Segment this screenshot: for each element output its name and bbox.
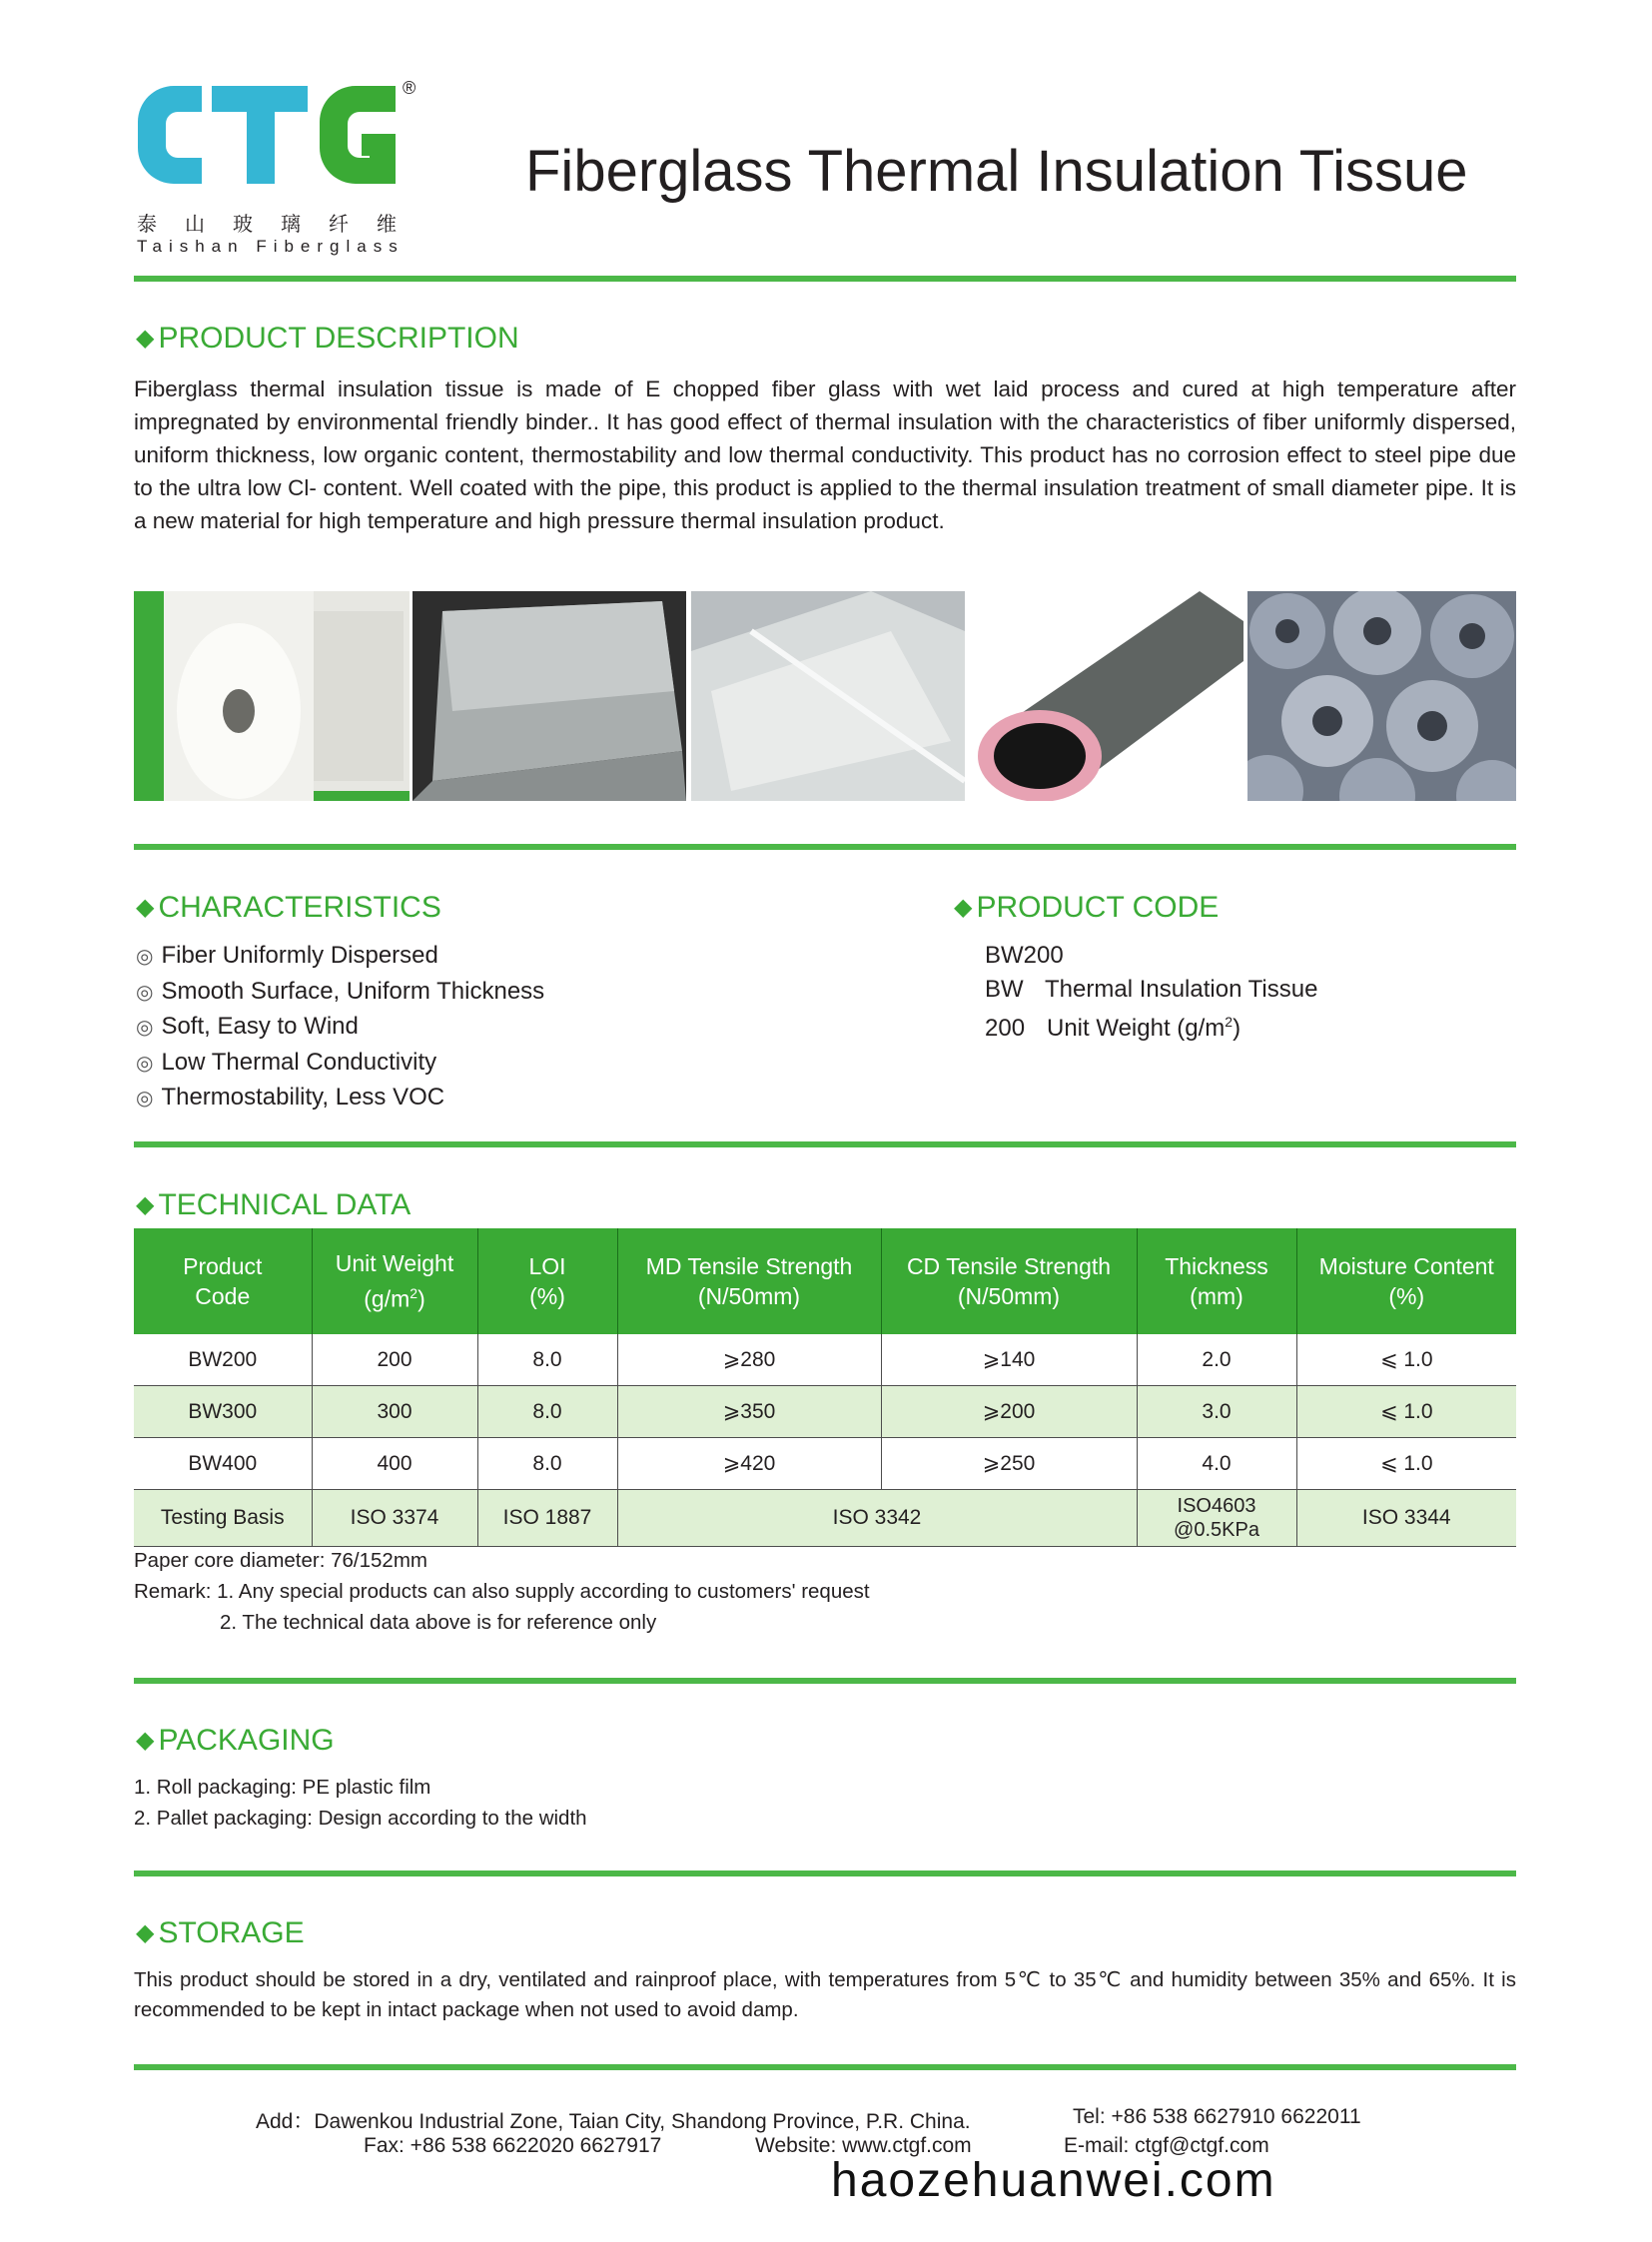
divider — [134, 844, 1516, 850]
footer-email[interactable]: E-mail: ctgf@ctgf.com — [1064, 2134, 1269, 2157]
page-title: Fiberglass Thermal Insulation Tissue — [525, 139, 1468, 204]
list-item: ◎ Soft, Easy to Wind — [136, 1013, 359, 1040]
technical-data-table — [134, 1228, 1516, 1547]
product-photo-pipe-insulation — [970, 591, 1243, 801]
storage-text: This product should be stored in a dry, ventilated and rainproof place, with temperatures from 5℃ to 35℃ and humidity between 35% and 65%. It is recommended to be kept in intact package when not used to avoid damp. — [134, 1968, 1516, 2021]
paper-core-note: Paper core diameter: 76/152mm — [134, 1549, 427, 1572]
column-header: Product Code — [134, 1228, 312, 1334]
table-cell: 8.0 — [477, 1334, 617, 1386]
logo-chinese-name: 泰山玻璃纤维 — [137, 214, 424, 236]
footer-website[interactable]: Website: www.ctgf.com — [755, 2134, 972, 2157]
watermark-text: haozehuanwei.com — [831, 2154, 1276, 2207]
column-header: Moisture Content (%) — [1296, 1228, 1516, 1334]
table-cell: 300 — [312, 1386, 477, 1438]
table-cell: Testing Basis — [134, 1490, 312, 1547]
diamond-bullet-icon: ◆ — [954, 894, 973, 921]
table-cell: ⩽ 1.0 — [1296, 1334, 1516, 1386]
registered-mark: ® — [403, 78, 416, 98]
remark-line: Remark: 1. Any special products can also supply according to customers' request — [134, 1580, 870, 1603]
characteristics-list — [136, 939, 544, 1117]
column-header: CD Tensile Strength (N/50mm) — [881, 1228, 1137, 1334]
remark-line: 2. The technical data above is for reference only — [220, 1611, 657, 1634]
column-header: MD Tensile Strength (N/50mm) — [617, 1228, 881, 1334]
table-row — [134, 1438, 1516, 1490]
circle-bullet-icon: ◎ — [136, 1088, 154, 1110]
table-cell: ISO4603 @0.5KPa — [1137, 1490, 1296, 1547]
diamond-bullet-icon: ◆ — [136, 1727, 155, 1754]
table-cell: BW400 — [134, 1438, 312, 1490]
divider — [134, 2064, 1516, 2070]
list-item: ◎ Low Thermal Conductivity — [136, 1048, 437, 1076]
table-cell: ⩾200 — [881, 1386, 1137, 1438]
divider — [134, 1141, 1516, 1147]
table-cell: 8.0 — [477, 1438, 617, 1490]
diamond-bullet-icon: ◆ — [136, 1919, 155, 1946]
table-row — [134, 1386, 1516, 1438]
section-heading-characteristics: ◆ CHARACTERISTICS — [136, 891, 441, 924]
product-code-row: BW Thermal Insulation Tissue — [985, 975, 1318, 1003]
product-description-text: Fiberglass thermal insulation tissue is made of E chopped fiber glass with wet laid process and cured at high temperature after impregnated by environmental friendly binder.. It has good effect of thermal insulation with the characteristics of fiber uniformly dispersed, uniform thickness, low organic content, thermostability and low thermal conductivity. This product has no corrosion effect to steel pipe due to the ultra low Cl- content. Well coated with the pipe, this product is applied to the thermal insulation treatment of small diameter pipe. It is a new material for high temperature and high pressure thermal insulation product. — [134, 376, 1516, 533]
list-item: 2. Pallet packaging: Design according to the width — [134, 1807, 587, 1830]
divider — [134, 1870, 1516, 1876]
table-cell: 400 — [312, 1438, 477, 1490]
table-cell: 3.0 — [1137, 1386, 1296, 1438]
section-heading-packaging: ◆ PACKAGING — [136, 1724, 335, 1757]
table-cell: 200 — [312, 1334, 477, 1386]
table-cell: ⩾140 — [881, 1334, 1137, 1386]
product-photo-aluminum-tissue — [691, 591, 965, 801]
section-heading-product-description: ◆ PRODUCT DESCRIPTION — [136, 322, 519, 355]
table-cell: ISO 3342 — [617, 1490, 1137, 1547]
product-photo-rolls-stack — [1247, 591, 1516, 801]
list-item: 1. Roll packaging: PE plastic film — [134, 1776, 431, 1799]
diamond-bullet-icon: ◆ — [136, 325, 155, 352]
table-cell: ⩾280 — [617, 1334, 881, 1386]
table-cell: 2.0 — [1137, 1334, 1296, 1386]
diamond-bullet-icon: ◆ — [136, 894, 155, 921]
section-heading-storage: ◆ STORAGE — [136, 1916, 305, 1949]
list-item: ◎ Smooth Surface, Uniform Thickness — [136, 977, 545, 1005]
table-cell: ISO 3374 — [312, 1490, 477, 1547]
circle-bullet-icon: ◎ — [136, 1052, 154, 1075]
table-cell: ISO 1887 — [477, 1490, 617, 1547]
product-code-row: 200 Unit Weight $(g/m^2)$ — [985, 1014, 1241, 1042]
footer-address: Add：Dawenkou Industrial Zone, Taian City, Shandong Province, P.R. China. — [256, 2110, 971, 2133]
column-header: Unit Weight $(g/m^2)$ — [312, 1228, 477, 1334]
product-photo-foil-sheet — [413, 591, 686, 801]
column-header: Thickness (mm) — [1137, 1228, 1296, 1334]
table-cell: 8.0 — [477, 1386, 617, 1438]
table-cell: ⩾420 — [617, 1438, 881, 1490]
circle-bullet-icon: ◎ — [136, 1017, 154, 1039]
divider — [134, 1678, 1516, 1684]
divider — [134, 276, 1516, 282]
table-cell: BW200 — [134, 1334, 312, 1386]
footer-tel: Tel: +86 538 6627910 6622011 — [1073, 2105, 1361, 2128]
section-heading-technical-data: ◆ TECHNICAL DATA — [136, 1188, 412, 1221]
table-cell: BW300 — [134, 1386, 312, 1438]
table-cell: ⩽ 1.0 — [1296, 1438, 1516, 1490]
testing-basis-row — [134, 1490, 1516, 1547]
table-cell: ⩾350 — [617, 1386, 881, 1438]
table-row — [134, 1334, 1516, 1386]
circle-bullet-icon: ◎ — [136, 946, 154, 968]
list-item: ◎ Fiber Uniformly Dispersed — [136, 942, 438, 969]
table-cell: 4.0 — [1137, 1438, 1296, 1490]
table-header-row — [134, 1228, 1516, 1334]
diamond-bullet-icon: ◆ — [136, 1191, 155, 1218]
product-photo-roll — [134, 591, 410, 801]
table-cell: ⩽ 1.0 — [1296, 1386, 1516, 1438]
list-item: ◎ Thermostability, Less VOC — [136, 1084, 445, 1111]
product-code-value: BW200 — [985, 942, 1064, 969]
table-cell: ⩾250 — [881, 1438, 1137, 1490]
circle-bullet-icon: ◎ — [136, 981, 154, 1004]
ctg-logo-mark — [130, 78, 400, 202]
logo-english-name: Taishan Fiberglass — [137, 237, 405, 256]
table-cell: ISO 3344 — [1296, 1490, 1516, 1547]
section-heading-product-code: ◆ PRODUCT CODE — [954, 891, 1220, 924]
footer-fax: Fax: +86 538 6622020 6627917 — [364, 2134, 662, 2157]
product-code-list — [985, 939, 1317, 1046]
column-header: LOI (%) — [477, 1228, 617, 1334]
